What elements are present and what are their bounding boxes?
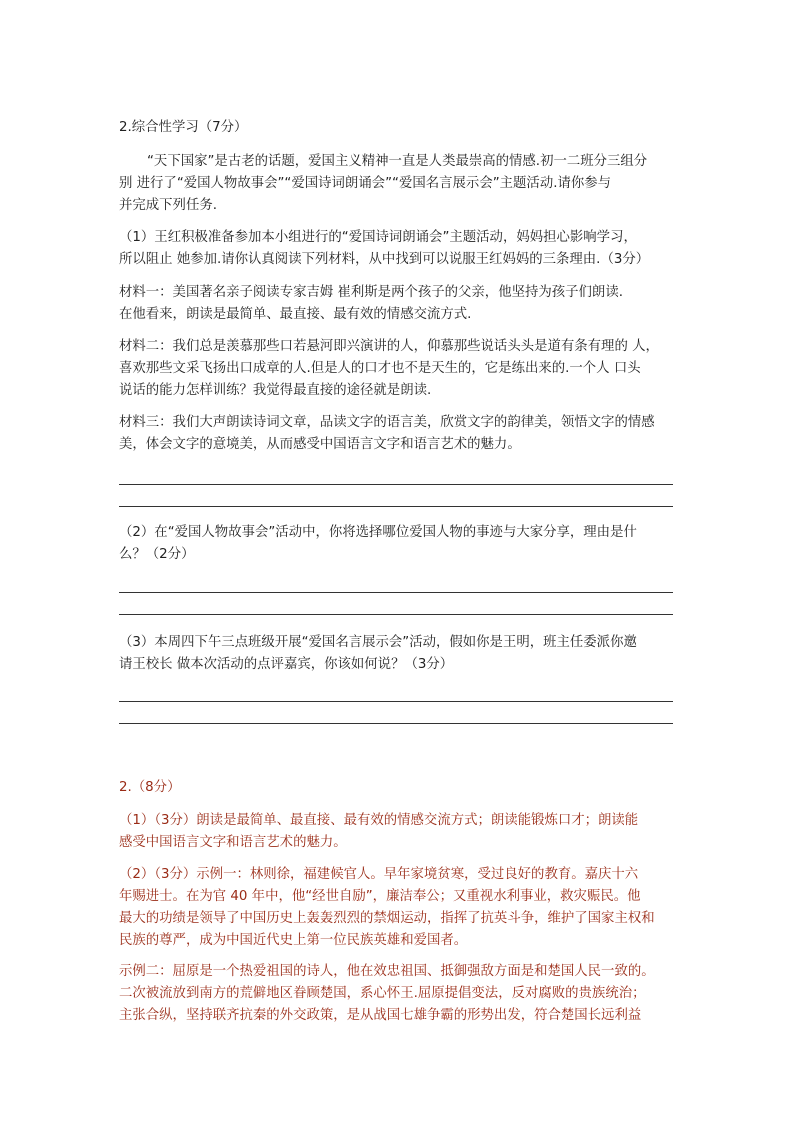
text-line: 么？（2分）	[119, 547, 195, 562]
text-line: 年赐进士。在为官 40 年中，他“经世自励”，廉洁奉公；又重视水利事业，救灾赈民。他	[119, 889, 641, 904]
answer-1	[119, 810, 679, 854]
answer-line	[119, 614, 673, 615]
text-line: 民族的尊严，成为中国近代史上第一位民族英雄和爱国者。	[119, 933, 468, 948]
text-line: 材料一：美国著名亲子阅读专家吉姆 崔利斯是两个孩子的父亲，他坚持为孩子们朗读.	[119, 285, 623, 300]
question-intro	[119, 151, 679, 217]
answer-line	[119, 592, 673, 593]
answer-line	[119, 701, 673, 702]
text-line: 并完成下列任务.	[119, 198, 217, 213]
text-line: 在他看来，朗读是最简单、最直接、最有效的情感交流方式.	[119, 307, 472, 322]
text-line: 美，体会文字的意境美，从而感受中国语言文字和语言艺术的魅力。	[119, 437, 521, 452]
task-1-prompt	[119, 227, 679, 271]
text-line: 材料三：我们大声朗读诗词文章，品读文字的语言美，欣赏文字的韵律美，领悟文字的情感	[119, 415, 655, 430]
answer-line	[119, 723, 673, 724]
text-line: 示例二：屈原是一个热爱祖国的诗人，他在效忠祖国、抵御强敌方面是和楚国人民一致的。	[119, 964, 655, 979]
task-3-prompt	[119, 632, 679, 676]
text-line: 二次被流放到南方的荒僻地区眷顾楚国，系心怀王.屈原提倡变法，反对腐败的贵族统治；	[119, 986, 646, 1001]
task-2-prompt	[119, 522, 679, 566]
text-line: 说话的能力怎样训练？我觉得最直接的途径就是朗读.	[119, 383, 432, 398]
text-line: 感受中国语言文字和语言艺术的魅力。	[119, 835, 347, 850]
text-line: 所以阻止 她参加.请你认真阅读下列材料，从中找到可以说服王红妈妈的三条理由.（3分）	[119, 252, 650, 267]
text-line: “天下国家”是古老的话题，爱国主义精神一直是人类最崇高的情感.初一二班分三组分	[147, 154, 648, 169]
answer-2-example-1	[119, 864, 679, 952]
text-line: 材料二：我们总是羡慕那些口若悬河即兴演讲的人，仰慕那些说话头头是道有条有理的 人，	[119, 339, 659, 354]
text-line: 请王校长 做本次活动的点评嘉宾，你该如何说？（3分）	[119, 657, 454, 672]
answer-heading	[119, 777, 679, 799]
answer-2-example-2	[119, 961, 679, 1027]
text-line: （2）（3分）示例一：林则徐，福建候官人。早年家境贫寒，受过良好的教育。嘉庆十六	[119, 867, 639, 882]
text-line: 最大的功绩是领导了中国历史上轰轰烈烈的禁烟运动，指挥了抗英斗争，维护了国家主权和	[119, 911, 655, 926]
text-line: 喜欢那些文采飞扬出口成章的人.但是人的口才也不是天生的，它是练出来的.一个人 口头	[119, 361, 641, 376]
text-line: 2.综合性学习（7分）	[119, 120, 248, 135]
answer-line	[119, 506, 673, 507]
text-line: 别 进行了“爱国人物故事会”“爱国诗词朗诵会”“爱国名言展示会”主题活动.请你参与	[119, 176, 612, 191]
text-line: （2）在“爱国人物故事会”活动中，你将选择哪位爱国人物的事迹与大家分享，理由是什	[119, 525, 637, 540]
answer-line	[119, 484, 673, 485]
material-2	[119, 336, 679, 402]
question-heading	[119, 117, 679, 139]
material-3	[119, 412, 679, 456]
text-line: 2.（8分）	[119, 780, 181, 795]
material-1	[119, 282, 679, 326]
text-line: （3）本周四下午三点班级开展“爱国名言展示会”活动，假如你是王明，班主任委派你邀	[119, 635, 637, 650]
text-line: （1）王红积极准备参加本小组进行的“爱国诗词朗诵会”主题活动，妈妈担心影响学习，	[119, 230, 637, 245]
text-line: 主张合纵，坚持联齐抗秦的外交政策，是从战国七雄争霸的形势出发，符合楚国长远利益	[119, 1008, 642, 1023]
text-line: （1）（3分）朗读是最简单、最直接、最有效的情感交流方式；朗读能锻炼口才；朗读能	[119, 813, 639, 828]
